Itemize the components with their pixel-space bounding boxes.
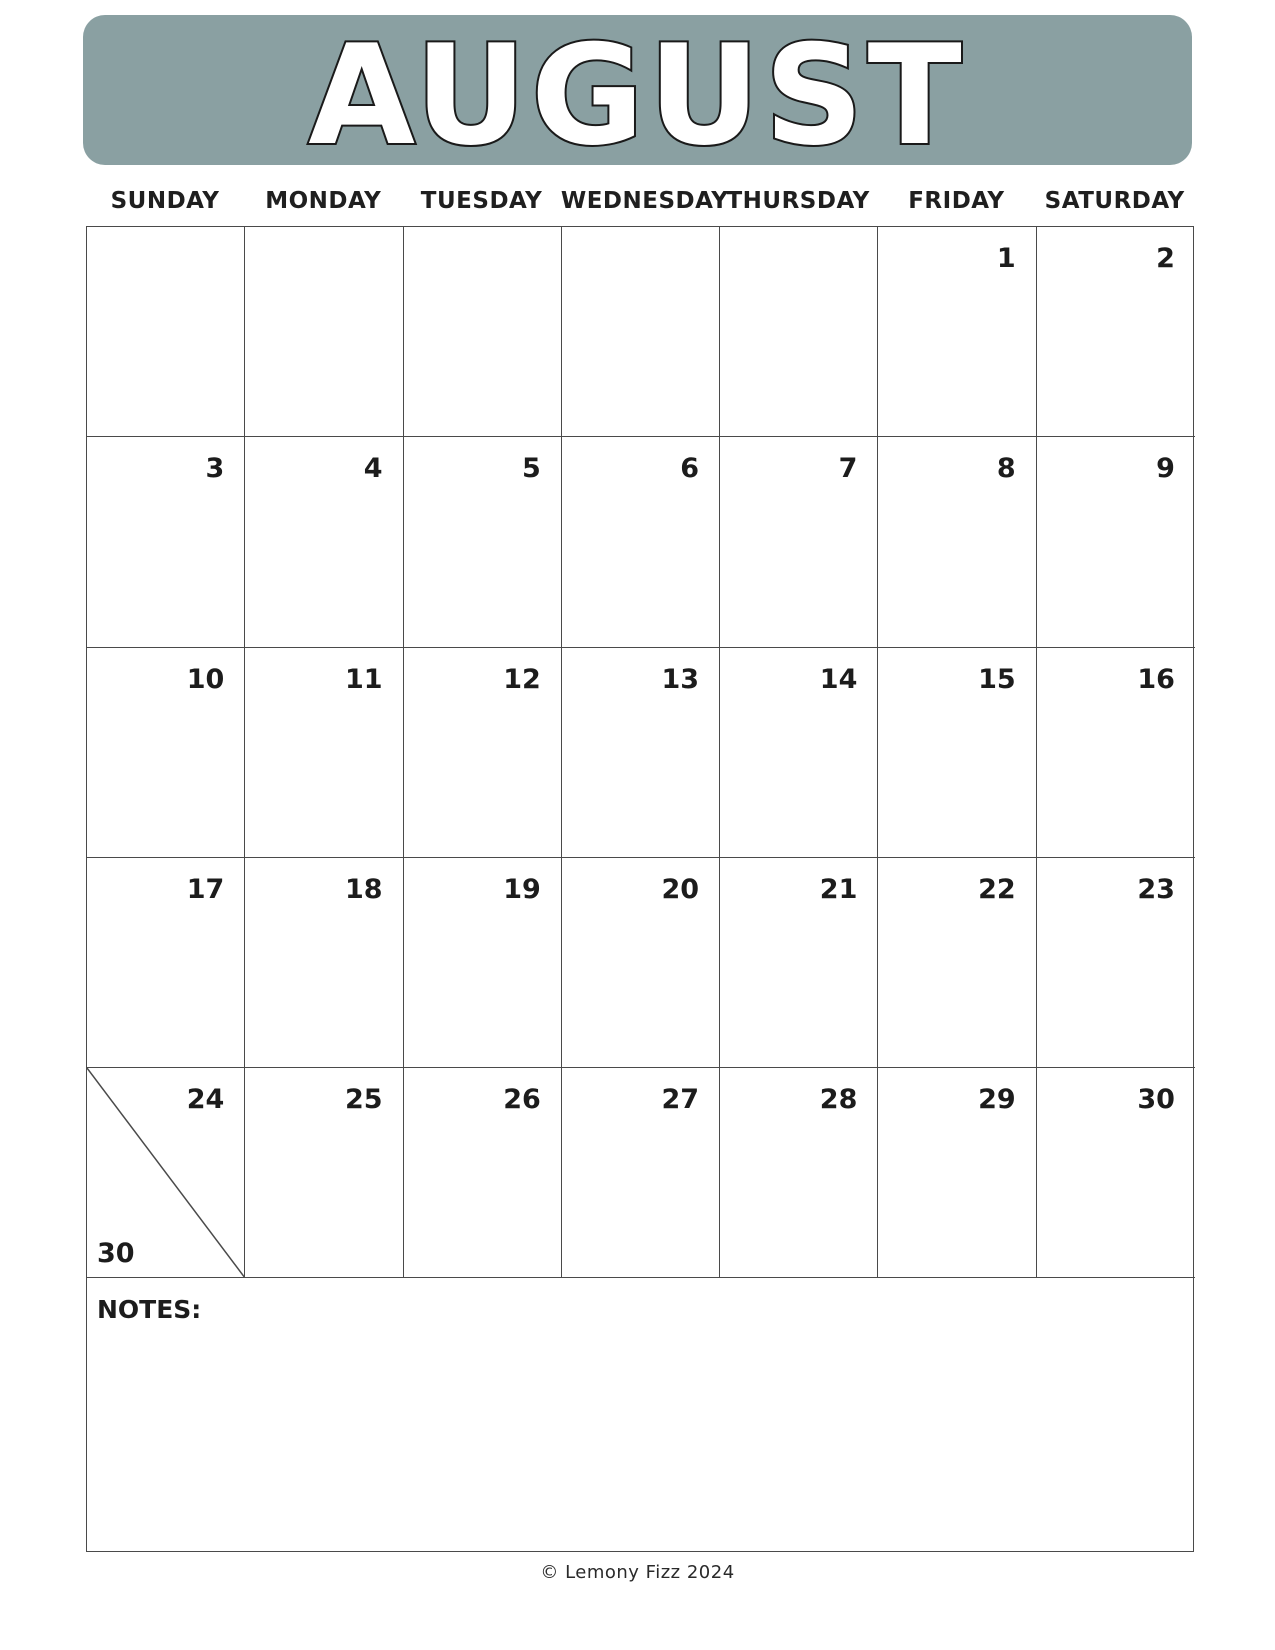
- day-number: 25: [344, 1084, 383, 1116]
- day-cell-6[interactable]: [562, 437, 720, 647]
- day-cell-12[interactable]: [404, 648, 562, 858]
- day-number: 12: [503, 663, 541, 695]
- day-number: 13: [661, 663, 700, 695]
- day-number: 29: [978, 1084, 1016, 1116]
- day-number: 4: [363, 453, 383, 485]
- weekday-label-tuesday: TUESDAY: [420, 188, 543, 214]
- month-title-graphic: [83, 15, 1192, 165]
- weekday-label-monday: MONDAY: [265, 188, 382, 214]
- empty-day-cell[interactable]: [404, 227, 562, 437]
- day-cell-24[interactable]: [87, 1068, 245, 1278]
- day-cell-10[interactable]: [87, 648, 245, 858]
- day-number: 8: [996, 453, 1016, 485]
- day-number: 6: [680, 453, 700, 485]
- day-cell-26[interactable]: [404, 1068, 562, 1278]
- day-number: 15: [978, 663, 1016, 695]
- month-banner: [83, 15, 1192, 165]
- empty-day-cell[interactable]: [720, 227, 878, 437]
- day-cell-22[interactable]: [878, 858, 1036, 1068]
- day-number: 9: [1156, 453, 1175, 485]
- day-cell-2[interactable]: [1037, 227, 1195, 437]
- notes-label: NOTES:: [97, 1294, 202, 1324]
- day-cell-25[interactable]: [245, 1068, 403, 1278]
- day-number: 19: [503, 873, 541, 905]
- empty-day-cell[interactable]: [245, 227, 403, 437]
- day-cell-8[interactable]: [878, 437, 1036, 647]
- day-number: 7: [838, 453, 858, 485]
- day-cell-28[interactable]: [720, 1068, 878, 1278]
- day-cell-11[interactable]: [245, 648, 403, 858]
- weekday-label-friday: FRIDAY: [908, 188, 1005, 214]
- day-cell-30[interactable]: [1037, 1068, 1195, 1278]
- empty-day-cell[interactable]: [87, 227, 245, 437]
- day-cell-9[interactable]: [1037, 437, 1195, 647]
- day-number: 11: [344, 663, 383, 695]
- day-number: 1: [996, 243, 1016, 274]
- day-number: 3: [205, 453, 225, 485]
- day-cell-1[interactable]: [878, 227, 1036, 437]
- weekday-label-thursday: THURSDAY: [726, 188, 870, 214]
- day-number: 24: [186, 1084, 225, 1116]
- day-cell-21[interactable]: [720, 858, 878, 1068]
- day-cell-13[interactable]: [562, 648, 720, 858]
- day-number: 30: [1137, 1084, 1175, 1116]
- day-cell-20[interactable]: [562, 858, 720, 1068]
- day-number: 27: [661, 1084, 700, 1116]
- day-number: 28: [819, 1084, 858, 1116]
- weekday-label-wednesday: WEDNESDAY: [560, 188, 729, 214]
- day-cell-14[interactable]: [720, 648, 878, 858]
- day-cell-3[interactable]: [87, 437, 245, 647]
- day-cell-19[interactable]: [404, 858, 562, 1068]
- weekday-label-saturday: SATURDAY: [1044, 188, 1185, 214]
- copyright-footer: © Lemony Fizz 2024: [540, 1562, 735, 1583]
- day-number: 17: [186, 873, 225, 905]
- day-cell-4[interactable]: [245, 437, 403, 647]
- day-cell-18[interactable]: [245, 858, 403, 1068]
- day-number: 16: [1137, 663, 1175, 695]
- month-title: AUGUST: [308, 15, 966, 165]
- day-number: 26: [503, 1084, 541, 1116]
- day-cell-17[interactable]: [87, 858, 245, 1068]
- day-number: 5: [522, 453, 541, 485]
- day-number: 10: [186, 663, 225, 695]
- empty-day-cell[interactable]: [562, 227, 720, 437]
- day-number: 23: [1137, 873, 1175, 905]
- day-number: 22: [978, 873, 1016, 905]
- day-number: 18: [344, 873, 383, 905]
- day-cell-29[interactable]: [878, 1068, 1036, 1278]
- weekday-header-row: [86, 188, 1196, 224]
- day-number: 20: [661, 873, 700, 905]
- split-day-number: 30: [97, 1238, 135, 1270]
- day-number: 21: [819, 873, 858, 905]
- notes-area[interactable]: [87, 1279, 1193, 1554]
- day-cell-27[interactable]: [562, 1068, 720, 1278]
- day-number: 2: [1156, 243, 1175, 274]
- weekday-label-sunday: SUNDAY: [110, 188, 220, 214]
- day-cell-7[interactable]: [720, 437, 878, 647]
- day-cell-16[interactable]: [1037, 648, 1195, 858]
- day-number: 14: [819, 663, 858, 695]
- day-cell-5[interactable]: [404, 437, 562, 647]
- calendar-grid: [86, 226, 1194, 1552]
- day-cell-23[interactable]: [1037, 858, 1195, 1068]
- day-cell-15[interactable]: [878, 648, 1036, 858]
